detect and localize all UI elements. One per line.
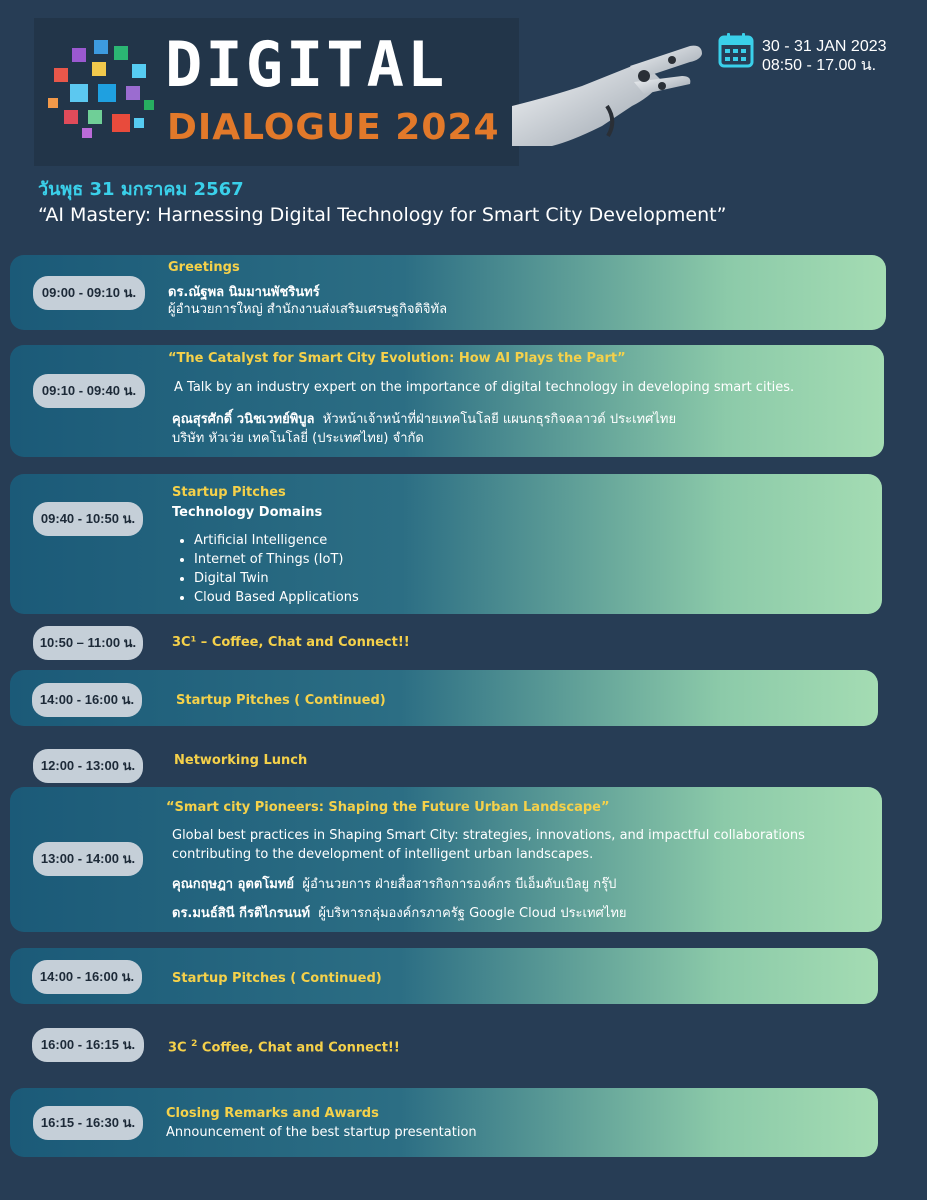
session-card: [10, 474, 882, 614]
time-pill: 12:00 - 13:00 น.: [33, 749, 143, 783]
speaker-name: ดร.ณัฐพล นิมมานพัชรินทร์: [168, 285, 320, 300]
day-date: วันพุธ 31 มกราคม 2567: [38, 179, 244, 200]
session-title: 3C¹ – Coffee, Chat and Connect!!: [172, 635, 410, 650]
list-item: • Cloud Based Applications: [194, 588, 359, 607]
time-pill: 10:50 – 11:00 น.: [33, 626, 143, 660]
time-pill: 14:00 - 16:00 น.: [32, 960, 142, 994]
session-description: contributing to the development of intelligent urban landscapes.: [172, 847, 594, 862]
speaker-org: บริษัท หัวเว่ย เทคโนโลยี่ (ประเทศไทย) จำกัด: [172, 431, 424, 446]
session-title-line: [168, 1039, 400, 1055]
session-title: Coffee, Chat and Connect!!: [201, 1040, 400, 1056]
speaker-line: [172, 408, 676, 429]
time-pill: 14:00 - 16:00 น.: [32, 683, 142, 717]
event-dates: 30 - 31 JAN 2023: [762, 38, 887, 55]
time-pill: 09:40 - 10:50 น.: [33, 502, 143, 536]
session-title: “The Catalyst for Smart City Evolution: How AI Plays the Part”: [168, 351, 626, 366]
session-title: Startup Pitches: [172, 485, 286, 500]
time-pill: 16:15 - 16:30 น.: [33, 1106, 143, 1140]
session-title: Startup Pitches ( Continued): [172, 971, 382, 986]
speaker-name: คุณสุรศักดิ์ วนิชเวทย์พิบูล: [172, 412, 315, 427]
event-hours: 08:50 - 17.00 น.: [762, 57, 877, 74]
calendar-icon: [718, 32, 754, 68]
speaker-role: ผู้อำนวยการ ฝ่ายสื่อสารกิจการองค์กร บีเอ็มดับเบิลยู กรุ๊ป: [302, 877, 617, 892]
session-description: Global best practices in Shaping Smart City: strategies, innovations, and impactful collaborations: [172, 828, 805, 843]
session-title: Startup Pitches ( Continued): [176, 693, 386, 708]
speaker-role: ผู้อำนวยการใหญ่ สำนักงานส่งเสริมเศรษฐกิจดิจิทัล: [168, 302, 448, 317]
technology-domain-list: [176, 531, 359, 607]
day-theme: “AI Mastery: Harnessing Digital Technology for Smart City Development”: [38, 204, 727, 226]
session-title-prefix: 3C: [168, 1040, 187, 1056]
speaker-name: คุณกฤษฎา อุตตโมทย์: [172, 877, 295, 892]
time-pill: 13:00 - 14:00 น.: [33, 842, 143, 876]
speaker-line: [172, 902, 627, 923]
logo-mosaic-icon: [48, 40, 160, 140]
speaker-line: [172, 873, 616, 894]
session-description: Announcement of the best startup presentation: [166, 1125, 477, 1140]
session-subtitle: Technology Domains: [172, 505, 323, 520]
session-title: Closing Remarks and Awards: [166, 1106, 379, 1121]
brand-subtitle: DIALOGUE 2024: [167, 107, 500, 148]
time-pill: 09:10 - 09:40 น.: [33, 374, 145, 408]
session-description: A Talk by an industry expert on the importance of digital technology in developing smart cities.: [174, 380, 795, 395]
speaker-name: ดร.มนธ์สินี กีรติไกรนนท์: [172, 906, 311, 921]
time-pill: 09:00 - 09:10 น.: [33, 276, 145, 310]
list-item: • Internet of Things (IoT): [194, 550, 359, 569]
list-item: • Digital Twin: [194, 569, 359, 588]
session-title: “Smart city Pioneers: Shaping the Future Urban Landscape”: [166, 800, 610, 815]
session-title: Networking Lunch: [174, 753, 308, 768]
time-pill: 16:00 - 16:15 น.: [32, 1028, 144, 1062]
speaker-role: หัวหน้าเจ้าหน้าที่ฝ่ายเทคโนโลยี แผนกธุรกิจคลาวด์ ประเทศไทย: [322, 412, 677, 427]
robot-hand-icon: [512, 36, 712, 146]
session-title: Greetings: [168, 260, 240, 275]
session-title-sup: 2: [191, 1039, 198, 1049]
brand-title: DIGITAL: [165, 28, 448, 101]
speaker-role: ผู้บริหารกลุ่มองค์กรภาครัฐ Google Cloud ประเทศไทย: [318, 906, 627, 921]
list-item: • Artificial Intelligence: [194, 531, 359, 550]
